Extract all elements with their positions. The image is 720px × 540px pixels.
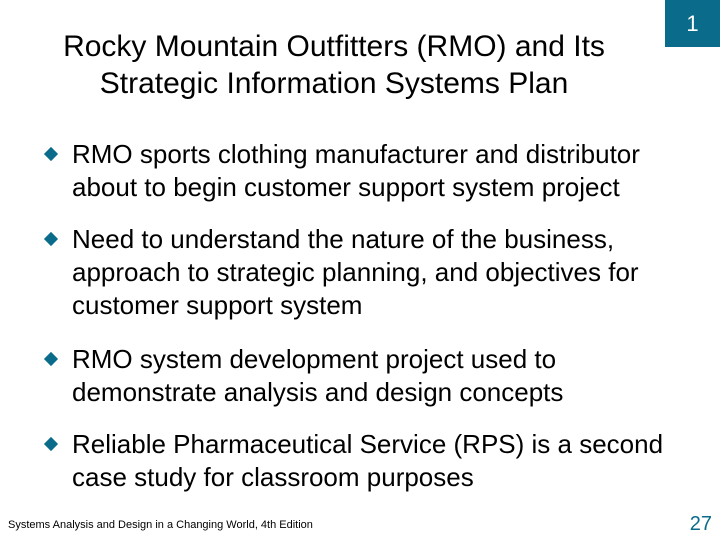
bullet-item	[0, 343, 720, 409]
bullet-text: Need to understand the nature of the business, approach to strategic planning, and objectives for customer support system	[72, 224, 639, 320]
diamond-bullet-icon	[44, 232, 58, 246]
slide-title	[30, 28, 670, 102]
diamond-bullet-icon	[44, 352, 58, 366]
bullet-item	[0, 223, 720, 322]
bullet-item	[0, 428, 720, 494]
bullet-text: Reliable Pharmaceutical Service (RPS) is a second case study for classroom purposes	[72, 429, 664, 492]
diamond-bullet-icon	[44, 437, 58, 451]
chapter-number-badge: 1	[665, 0, 720, 47]
footer-book-title: Systems Analysis and Design in a Changing World, 4th Edition	[8, 519, 313, 531]
slide-title-line-1: Rocky Mountain Outfitters (RMO) and Its	[63, 30, 605, 63]
bullet-list	[0, 138, 720, 513]
bullet-item	[0, 138, 720, 204]
bullet-text: RMO system development project used to demonstrate analysis and design concepts	[72, 344, 564, 407]
slide-title-line-2: Strategic Information Systems Plan	[99, 67, 569, 100]
page-number: 27	[689, 513, 712, 535]
diamond-bullet-icon	[44, 147, 58, 161]
bullet-text: RMO sports clothing manufacturer and distributor about to begin customer support system project	[72, 139, 640, 202]
